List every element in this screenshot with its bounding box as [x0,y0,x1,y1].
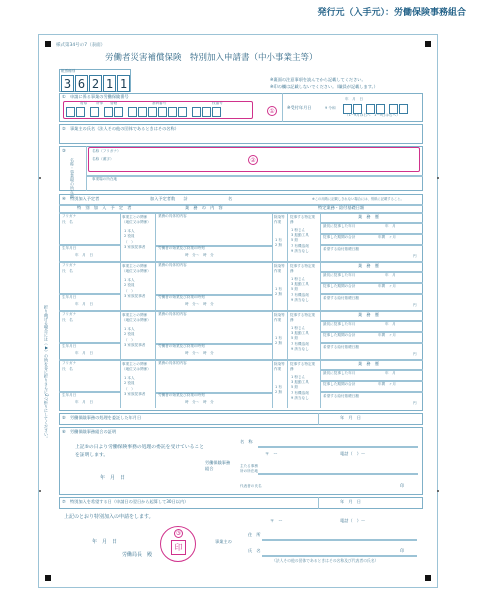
relationship-options[interactable]: 1 本人 2 役員 （ ） 3 家族従事者 [124,229,146,250]
input-line[interactable] [258,473,418,475]
union-seal: 印 [400,483,405,488]
decon-options[interactable]: 1 有 2 無 [275,385,283,395]
marker-1: ① [267,106,277,116]
section-4-frame [59,194,423,411]
wage-unit: 円 [413,303,417,307]
job-total-label: 従事した期間の合計 [323,382,356,386]
form-title: 労働者災害補償保険 特別加入申請書（中小事業主等） [105,53,318,63]
section-1-subheader: 府県 [80,101,88,105]
work-hours-value[interactable]: 時 分～ 時 分 [185,400,214,404]
side-dot [39,177,41,179]
section-1-label: ① 申請に係る事業の労働保険番号 [62,94,129,99]
name-kanji-label: 名称（漢字） [92,157,114,161]
work-hours-label: 労働者の始業及び終業の時刻 [158,246,205,250]
work-hours-label: 労働者の始業及び終業の時刻 [158,344,205,348]
row-birth-ymd: 年 月 日 [75,351,93,355]
duty-label: 業務の具体的内容 [158,361,187,365]
divider [287,310,288,359]
union-office-label: 主たる事務所の所在地 [240,464,258,474]
corner-mark-tr [425,41,431,47]
divider [320,342,423,344]
decon-label: 除染等作業 [274,264,285,273]
section-3-side-label: 名称・事業場の所在地 [70,158,75,198]
row-birth-ymd: 年 月 日 [75,400,93,404]
section-5-label: ⑤ 労働保険事務の処理を委託した年月日 [62,415,142,420]
corner-mark-br [425,575,431,581]
planned-count-unit: 名 [228,196,233,201]
relationship-options[interactable]: 1 本人 2 役員 （ ） 3 家族従事者 [124,278,146,299]
wage-unit: 円 [413,352,417,356]
side-dot [39,490,41,492]
row-name: 氏 名 [62,367,73,371]
input-line[interactable] [258,446,418,448]
divider [272,310,273,359]
special-duty-label: 従事する特定業務 [290,215,316,224]
divider [120,261,121,310]
job-total-label: 従事した期間の合計 [323,284,356,288]
job-start-label: 最初に従事した年月 [323,371,356,375]
marker-3: ③ [175,530,182,537]
wage-unit: 円 [413,254,417,258]
table-header: 特定業務・給付基礎日額 [318,205,365,210]
section-1-subheader: 枝番号 [212,101,223,105]
divider [120,310,121,359]
decon-options[interactable]: 1 有 2 無 [275,238,283,248]
form-type-label: 帳票種別 [61,69,76,73]
table-header: 特 別 加 入 予 定 者 [77,205,132,210]
marker-2: ② [248,155,258,165]
duty-label: 業務の具体的内容 [158,214,187,218]
job-history-header: 業 務 歴 [358,312,379,317]
divider [155,261,156,310]
divider [320,212,321,261]
work-hours-label: 労働者の始業及び終業の時刻 [158,393,205,397]
section-2-label: ② 事業主の氏名（法人その他の団体であるときはその名称） [62,126,179,131]
table-header: 業 務 の 内 容 [185,205,223,210]
divider [320,293,423,295]
special-duty-options[interactable]: 1 粉じん 3 振動工具 5 鉛 7 有機溶剤 9 該当なし [291,375,309,400]
special-duty-label: 従事する特定業務 [290,313,316,322]
decon-label: 除染等作業 [274,313,285,322]
address-label: 事業場の所在地 [92,177,118,181]
side-dot [437,177,439,179]
job-start-label: 最初に従事した年月 [323,322,356,326]
divider [155,310,156,359]
job-start-value[interactable]: 年 月 [385,322,396,326]
owner-label: 事業主の [215,539,232,544]
section-1-subheader: 所掌 [96,101,104,105]
seal-mark: 印 [171,540,186,555]
row-name: 氏 名 [62,220,73,224]
row-birth: 生年月日 [62,344,77,348]
receipt-ymd: 年 月 日 [345,97,363,101]
divider [320,310,321,359]
footer-date[interactable]: 年 月 日 [92,539,118,545]
section-5-date[interactable]: 年 月 日 [340,415,361,420]
owner-address-label: 住 所 [248,532,261,537]
union-rep-label: 代表者の氏名 [240,484,262,488]
corner-mark-bl [45,575,51,581]
work-hours-value[interactable]: 時 分～ 時 分 [185,302,214,306]
job-start-label: 最初に従事した年月 [323,273,356,277]
duty-label: 業務の具体的内容 [158,263,187,267]
divider [155,359,156,408]
wage-label: 希望する給付基礎日額 [323,296,359,300]
divider [287,261,288,310]
divider [320,261,321,310]
form-number: 様式第34号の7（表面） [56,43,106,48]
divider [287,359,288,408]
divider [320,391,423,393]
form-type-digit: 2 [89,75,102,92]
form-type-digit: 1 [103,75,116,92]
divider [86,175,423,177]
job-start-label: 最初に従事した年月 [323,224,356,228]
decon-options[interactable]: 1 有 2 無 [275,336,283,346]
form-type-digit: 6 [75,75,88,92]
owner-postal[interactable]: 〒 ー [270,518,283,523]
bureau-label: 労働局長 殿 [122,552,153,558]
divider [272,359,273,408]
job-total-label: 従事した期間の合計 [323,235,356,239]
section-1-subheader: 基幹番号 [152,101,167,105]
job-history-header: 業 務 歴 [358,214,379,219]
receipt-era: 9 令和 [325,106,336,110]
job-start-value[interactable]: 年 月 [385,224,396,228]
publisher-label: 発行元（入手元）：労働保険事務組合 [317,8,466,18]
job-total-value[interactable]: 年間 ヶ月 [378,382,396,386]
row-birth: 生年月日 [62,393,77,397]
job-total-value[interactable]: 年間 ヶ月 [378,235,396,239]
row-birth-ymd: 年 月 日 [75,302,93,306]
row-furigana: フリガナ [62,214,77,218]
relationship-label: 事業主との関係（地位又は関係） [122,264,151,273]
wage-label: 希望する給付基礎日額 [323,394,359,398]
receipt-date-label: ※受付年月日 [287,105,312,110]
divider [282,93,283,122]
divider [86,146,87,191]
row-name: 氏 名 [62,318,73,322]
divider [272,212,273,261]
special-duty-options[interactable]: 1 粉じん 3 振動工具 5 鉛 7 有機溶剤 9 該当なし [291,277,309,302]
relationship-label: 事業主との関係（地位又は関係） [122,313,151,322]
special-duty-options[interactable]: 1 粉じん 3 振動工具 5 鉛 7 有機溶剤 9 該当なし [291,326,309,351]
section-6-date[interactable]: 年 月 日 [100,475,126,481]
row-furigana: フリガナ [62,263,77,267]
special-duty-label: 従事する特定業務 [290,264,316,273]
work-hours-value[interactable]: 時 分～ 時 分 [185,351,214,355]
decon-options[interactable]: 1 有 2 無 [275,287,283,297]
receipt-note: （1~9月は右へ 1~9日は右へ） [345,113,400,117]
declaration: 上記のとおり特別加入の申請をします。 [64,514,154,520]
job-history-header: 業 務 歴 [358,263,379,268]
union-label: 労働保険事務組合 [205,460,231,471]
job-history-header: 業 務 歴 [358,361,379,366]
union-name-label: 名 称 [240,439,253,444]
divider [320,359,321,408]
job-start-value[interactable]: 年 月 [385,371,396,375]
special-duty-options[interactable]: 1 粉じん 3 振動工具 5 鉛 7 有機溶剤 9 該当なし [291,228,309,253]
work-hours-value[interactable]: 時 分～ 時 分 [185,253,214,257]
corp-note: （法人その他の団体であるときはその名称及び代表者の氏名） [272,558,379,563]
divider [287,212,288,261]
row-furigana: フリガナ [62,312,77,316]
note-line-1: ※裏面の注意事項を読んでから記載してください。 [270,77,366,82]
planned-count-label: 加入予定者数 計 [150,196,188,201]
duty-label: 業務の具体的内容 [158,312,187,316]
name-furigana-label: 名称（フリガナ） [92,149,121,153]
row-birth: 生年月日 [62,295,77,299]
wage-label: 希望する給付基礎日額 [323,345,359,349]
fold-note: 折り曲げる場合には（▶）の所を谷に折りさらに2つ折りにしてください。 [44,305,49,441]
section-7-label: ⑦ 特別加入を希望する日（申請日の翌日から起算して30日以内） [62,499,189,504]
section-1-subheader: 管轄 [110,101,118,105]
relationship-options[interactable]: 1 本人 2 役員 （ ） 3 家族従事者 [124,376,146,397]
divider [120,212,121,261]
section-3-label: ③ [62,148,66,153]
divider [272,261,273,310]
form-type-digit: 3 [61,75,74,92]
note-line-2: ※印の欄は記載しないでください。（職員が記載します。） [270,84,378,89]
row-furigana: フリガナ [62,361,77,365]
divider [320,244,423,246]
section-4-note: ※この用紙に記載しきれない場合には、別紙に記載すること。 [312,197,404,201]
section-6-label: ⑥ 労働保険事務組合の証明 [62,429,117,434]
wage-label: 希望する給付基礎日額 [323,247,359,251]
job-total-label: 従事した期間の合計 [323,333,356,337]
divider [318,413,319,425]
decon-label: 除染等作業 [274,362,285,371]
divider [120,359,121,408]
owner-name-label: 氏 名 [248,548,261,553]
digit-cell[interactable] [399,104,408,114]
relationship-label: 事業主との関係（地位又は関係） [122,362,151,371]
special-duty-label: 従事する特定業務 [290,362,316,371]
row-name: 氏 名 [62,269,73,273]
relationship-label: 事業主との関係（地位又は関係） [122,215,151,224]
job-total-value[interactable]: 年間 ヶ月 [378,333,396,337]
section-7-date[interactable]: 年 月 日 [340,499,361,504]
work-hours-label: 労働者の始業及び終業の時刻 [158,295,205,299]
corner-mark-tl [45,41,51,47]
union-phone[interactable]: 電話（ ）ー [340,451,366,456]
union-postal[interactable]: 〒 ー [265,451,278,456]
owner-phone[interactable]: 電話（ ）ー [340,518,366,523]
side-dot [437,490,439,492]
divider [155,212,156,261]
owner-seal: 印 [400,548,405,553]
decon-label: 除染等作業 [274,215,285,224]
section-6-body: 上記⑤の日より労働保険事務の処理の委託を受けていることを証明します。 [75,445,205,458]
input-line[interactable] [262,555,417,557]
row-birth: 生年月日 [62,246,77,250]
row-birth-ymd: 年 月 日 [75,253,93,257]
form-type-digit: 1 [117,75,130,92]
job-start-value[interactable]: 年 月 [385,273,396,277]
wage-unit: 円 [413,401,417,405]
input-line[interactable] [262,539,417,541]
job-total-value[interactable]: 年間 ヶ月 [378,284,396,288]
section-4-label: ④ 特別加入予定者 [62,196,100,201]
divider [318,497,319,509]
marker-1-highlight [63,101,253,119]
relationship-options[interactable]: 1 本人 2 役員 （ ） 3 家族従事者 [124,327,146,348]
